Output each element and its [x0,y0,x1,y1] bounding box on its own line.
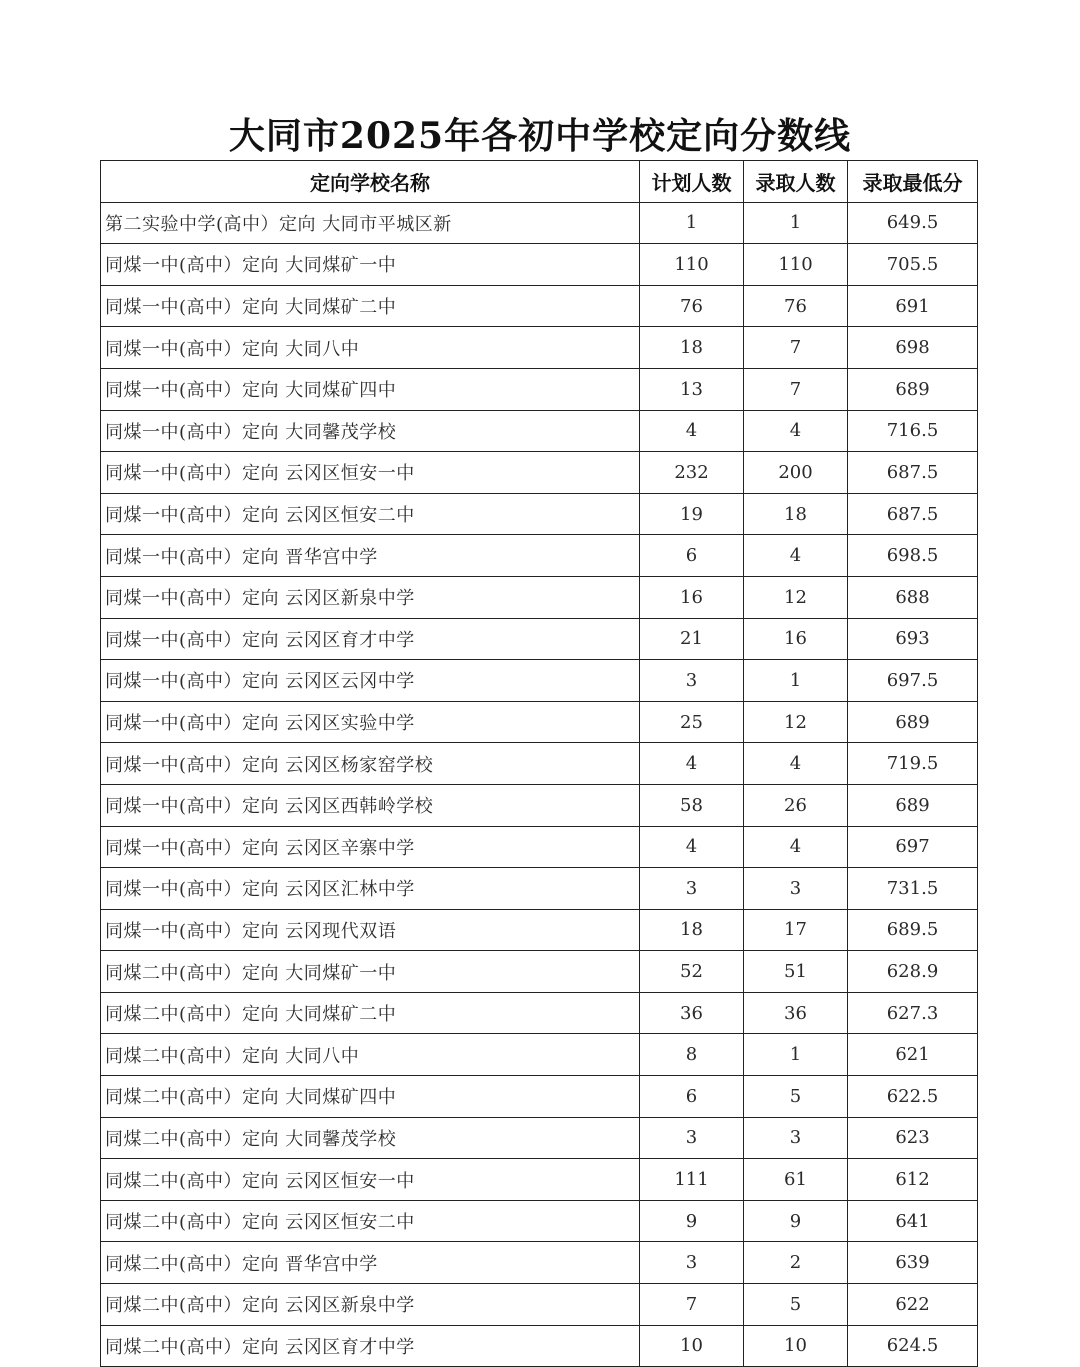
admitted-count-cell: 7 [744,327,848,369]
plan-count-cell: 19 [640,493,744,535]
school-name-cell: 同煤一中(高中）定向 云冈区云冈中学 [101,660,640,702]
min-score-cell: 624.5 [848,1325,978,1367]
min-score-cell: 697.5 [848,660,978,702]
table-row [101,701,978,743]
table-row [101,493,978,535]
admitted-count-cell: 1 [744,660,848,702]
plan-count-cell: 18 [640,909,744,951]
school-name-cell: 同煤二中(高中）定向 大同煤矿四中 [101,1076,640,1118]
min-score-cell: 622.5 [848,1076,978,1118]
school-name-cell: 同煤二中(高中）定向 大同煤矿一中 [101,951,640,993]
min-score-cell: 698.5 [848,535,978,577]
min-score-cell: 621 [848,1034,978,1076]
header-admitted-count: 录取人数 [744,161,848,203]
min-score-cell: 687.5 [848,493,978,535]
plan-count-cell: 25 [640,701,744,743]
school-name-cell: 同煤一中(高中）定向 云冈区新泉中学 [101,576,640,618]
admitted-count-cell: 61 [744,1159,848,1201]
min-score-cell: 689 [848,701,978,743]
table-row [101,535,978,577]
school-name-cell: 同煤二中(高中）定向 大同煤矿二中 [101,992,640,1034]
table-row [101,452,978,494]
school-name-cell: 同煤一中(高中）定向 云冈区恒安一中 [101,452,640,494]
admitted-count-cell: 7 [744,368,848,410]
table-row [101,868,978,910]
admitted-count-cell: 2 [744,1242,848,1284]
min-score-cell: 622 [848,1284,978,1326]
min-score-cell: 705.5 [848,244,978,286]
school-name-cell: 第二实验中学(高中）定向 大同市平城区新 [101,202,640,244]
plan-count-cell: 6 [640,535,744,577]
min-score-cell: 697 [848,826,978,868]
plan-count-cell: 111 [640,1159,744,1201]
school-name-cell: 同煤一中(高中）定向 晋华宫中学 [101,535,640,577]
school-name-cell: 同煤一中(高中）定向 云冈区汇林中学 [101,868,640,910]
admitted-count-cell: 3 [744,1117,848,1159]
plan-count-cell: 3 [640,1242,744,1284]
table-row [101,1159,978,1201]
admitted-count-cell: 12 [744,576,848,618]
table-row [101,285,978,327]
min-score-cell: 689.5 [848,909,978,951]
min-score-cell: 628.9 [848,951,978,993]
table-header-row [101,161,978,203]
min-score-cell: 689 [848,784,978,826]
score-table-container [100,160,978,1367]
table-row [101,660,978,702]
plan-count-cell: 6 [640,1076,744,1118]
admitted-count-cell: 9 [744,1200,848,1242]
min-score-cell: 623 [848,1117,978,1159]
plan-count-cell: 3 [640,1117,744,1159]
min-score-cell: 691 [848,285,978,327]
min-score-cell: 731.5 [848,868,978,910]
plan-count-cell: 21 [640,618,744,660]
table-row [101,327,978,369]
score-table [100,160,978,1367]
table-row [101,576,978,618]
admitted-count-cell: 5 [744,1284,848,1326]
admitted-count-cell: 16 [744,618,848,660]
min-score-cell: 716.5 [848,410,978,452]
plan-count-cell: 4 [640,410,744,452]
table-row [101,1076,978,1118]
plan-count-cell: 52 [640,951,744,993]
page-title: 大同市2025年各初中学校定向分数线 [228,115,852,157]
school-name-cell: 同煤一中(高中）定向 云冈现代双语 [101,909,640,951]
school-name-cell: 同煤二中(高中）定向 云冈区新泉中学 [101,1284,640,1326]
min-score-cell: 639 [848,1242,978,1284]
table-row [101,743,978,785]
admitted-count-cell: 1 [744,1034,848,1076]
admitted-count-cell: 51 [744,951,848,993]
plan-count-cell: 232 [640,452,744,494]
table-row [101,202,978,244]
plan-count-cell: 58 [640,784,744,826]
plan-count-cell: 18 [640,327,744,369]
plan-count-cell: 3 [640,868,744,910]
table-row [101,1325,978,1367]
table-row [101,992,978,1034]
admitted-count-cell: 110 [744,244,848,286]
school-name-cell: 同煤二中(高中）定向 云冈区育才中学 [101,1325,640,1367]
plan-count-cell: 13 [640,368,744,410]
plan-count-cell: 7 [640,1284,744,1326]
min-score-cell: 719.5 [848,743,978,785]
school-name-cell: 同煤一中(高中）定向 大同煤矿一中 [101,244,640,286]
school-name-cell: 同煤二中(高中）定向 云冈区恒安二中 [101,1200,640,1242]
table-row [101,410,978,452]
admitted-count-cell: 26 [744,784,848,826]
school-name-cell: 同煤二中(高中）定向 大同八中 [101,1034,640,1076]
admitted-count-cell: 1 [744,202,848,244]
admitted-count-cell: 4 [744,410,848,452]
plan-count-cell: 76 [640,285,744,327]
min-score-cell: 689 [848,368,978,410]
table-row [101,909,978,951]
table-row [101,244,978,286]
school-name-cell: 同煤一中(高中）定向 大同馨茂学校 [101,410,640,452]
header-school-name: 定向学校名称 [101,161,640,203]
admitted-count-cell: 10 [744,1325,848,1367]
table-row [101,1242,978,1284]
admitted-count-cell: 36 [744,992,848,1034]
table-row [101,784,978,826]
table-row [101,1284,978,1326]
admitted-count-cell: 4 [744,535,848,577]
admitted-count-cell: 200 [744,452,848,494]
school-name-cell: 同煤一中(高中）定向 云冈区育才中学 [101,618,640,660]
min-score-cell: 649.5 [848,202,978,244]
admitted-count-cell: 76 [744,285,848,327]
plan-count-cell: 4 [640,743,744,785]
table-row [101,1034,978,1076]
plan-count-cell: 9 [640,1200,744,1242]
admitted-count-cell: 5 [744,1076,848,1118]
school-name-cell: 同煤一中(高中）定向 大同八中 [101,327,640,369]
plan-count-cell: 110 [640,244,744,286]
header-min-score: 录取最低分 [848,161,978,203]
plan-count-cell: 36 [640,992,744,1034]
school-name-cell: 同煤一中(高中）定向 云冈区杨家窑学校 [101,743,640,785]
min-score-cell: 687.5 [848,452,978,494]
school-name-cell: 同煤一中(高中）定向 云冈区实验中学 [101,701,640,743]
admitted-count-cell: 3 [744,868,848,910]
header-plan-count: 计划人数 [640,161,744,203]
admitted-count-cell: 4 [744,826,848,868]
min-score-cell: 612 [848,1159,978,1201]
table-row [101,1200,978,1242]
table-row [101,826,978,868]
min-score-cell: 627.3 [848,992,978,1034]
school-name-cell: 同煤二中(高中）定向 大同馨茂学校 [101,1117,640,1159]
table-row [101,951,978,993]
school-name-cell: 同煤一中(高中）定向 云冈区恒安二中 [101,493,640,535]
min-score-cell: 641 [848,1200,978,1242]
school-name-cell: 同煤一中(高中）定向 大同煤矿四中 [101,368,640,410]
plan-count-cell: 4 [640,826,744,868]
school-name-cell: 同煤一中(高中）定向 云冈区辛寨中学 [101,826,640,868]
min-score-cell: 698 [848,327,978,369]
admitted-count-cell: 12 [744,701,848,743]
admitted-count-cell: 4 [744,743,848,785]
plan-count-cell: 3 [640,660,744,702]
plan-count-cell: 1 [640,202,744,244]
table-body [101,202,978,1367]
plan-count-cell: 16 [640,576,744,618]
table-row [101,368,978,410]
admitted-count-cell: 18 [744,493,848,535]
school-name-cell: 同煤二中(高中）定向 云冈区恒安一中 [101,1159,640,1201]
table-row [101,1117,978,1159]
min-score-cell: 688 [848,576,978,618]
plan-count-cell: 8 [640,1034,744,1076]
min-score-cell: 693 [848,618,978,660]
plan-count-cell: 10 [640,1325,744,1367]
school-name-cell: 同煤一中(高中）定向 云冈区西韩岭学校 [101,784,640,826]
admitted-count-cell: 17 [744,909,848,951]
school-name-cell: 同煤二中(高中）定向 晋华宫中学 [101,1242,640,1284]
table-row [101,618,978,660]
school-name-cell: 同煤一中(高中）定向 大同煤矿二中 [101,285,640,327]
